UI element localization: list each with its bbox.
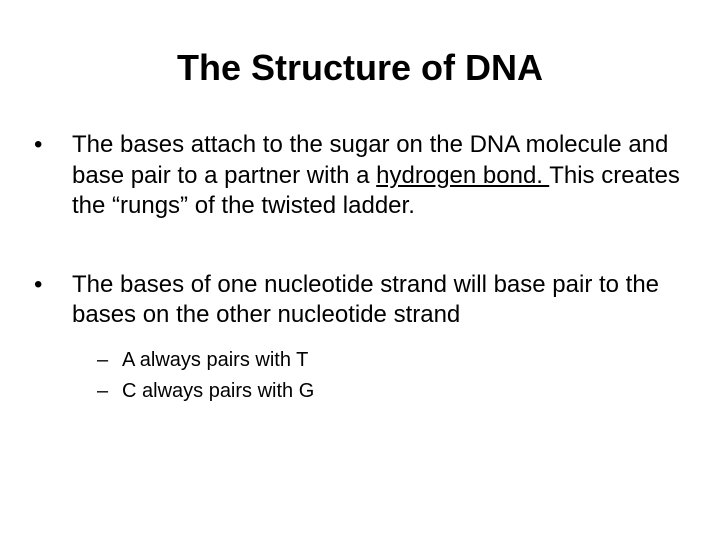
bullet-text-continued: This creates the “rungs” of the twisted ladder. — [72, 161, 680, 219]
sub-bullet-text: A always pairs with T — [122, 348, 309, 371]
bullet-text: The bases attach to the sugar on the DNA molecule and base pair to a partner with a — [72, 131, 669, 189]
bullet-marker: • — [34, 270, 43, 298]
bullet-item-bases-attach — [34, 130, 684, 222]
sub-bullet-c-g — [97, 376, 684, 407]
underlined-term: hydrogen bond. — [376, 161, 550, 189]
bullet-list — [34, 130, 684, 407]
sub-bullet-text: C always pairs with G — [122, 379, 315, 402]
slide-title: The Structure of DNA — [176, 47, 543, 88]
sub-bullet-a-t — [97, 345, 684, 376]
bullet-marker: • — [34, 131, 43, 158]
dash-marker: – — [97, 348, 109, 371]
bullet-text: The bases of one nucleotide strand will base pair to the bases on the other nucleotide strand — [72, 270, 660, 328]
sub-bullet-list — [97, 345, 684, 407]
bullet-item-base-pairing — [34, 270, 684, 407]
dash-marker: – — [97, 379, 109, 402]
